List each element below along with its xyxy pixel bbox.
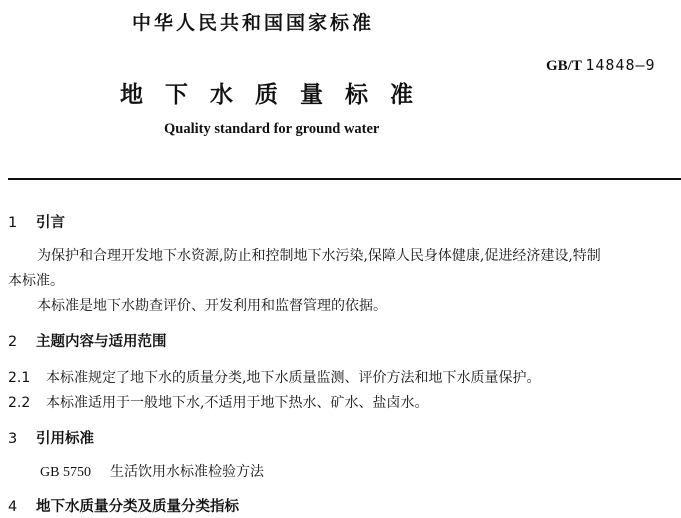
clause-2-1 [8, 367, 540, 387]
national-standard-header: 中华人民共和国国家标准 [132, 12, 375, 34]
section-title: 主题内容与适用范围 [36, 334, 167, 350]
section-1-heading [8, 211, 65, 232]
clause-text: 本标准规定了地下水的质量分类,地下水质量监测、评价方法和地下水质量保护。 [46, 370, 541, 386]
section-title: 地下水质量分类及质量分类指标 [36, 499, 239, 515]
paragraph: 本标准是地下水勘查评价、开发利用和监督管理的依据。 [37, 298, 387, 314]
clause-number: 2.2 [8, 395, 31, 411]
clause-number: 2.1 [8, 370, 31, 386]
header-divider [8, 178, 681, 180]
referenced-standard-code: GB 5750 [40, 465, 91, 480]
section-number: 1 [8, 215, 18, 231]
clause-2-2 [8, 392, 428, 412]
referenced-standard-title: 生活饮用水标准检验方法 [110, 464, 264, 480]
standard-code-prefix: GB/T [546, 58, 582, 74]
paragraph-line: 本标准。 [8, 273, 64, 289]
section-3-heading [8, 427, 94, 448]
section-4-heading [8, 495, 239, 516]
section-number: 4 [8, 499, 18, 515]
clause-text: 本标准适用于一般地下水,不适用于地下热水、矿水、盐卤水。 [46, 395, 429, 411]
document-title-cn: 地下水质量标准 [120, 82, 435, 108]
standard-code [546, 56, 656, 75]
referenced-standard [40, 461, 264, 481]
paragraph-line: 为保护和合理开发地下水资源,防止和控制地下水污染,保障人民身体健康,促进经济建设,特制 [37, 248, 601, 264]
section-number: 3 [8, 431, 18, 447]
section-2-heading [8, 330, 167, 351]
document-title-en: Quality standard for ground water [164, 121, 380, 137]
standard-code-number: 14848—9 [585, 56, 656, 74]
section-title: 引言 [36, 215, 65, 231]
section-number: 2 [8, 334, 18, 350]
section-title: 引用标准 [36, 431, 94, 447]
